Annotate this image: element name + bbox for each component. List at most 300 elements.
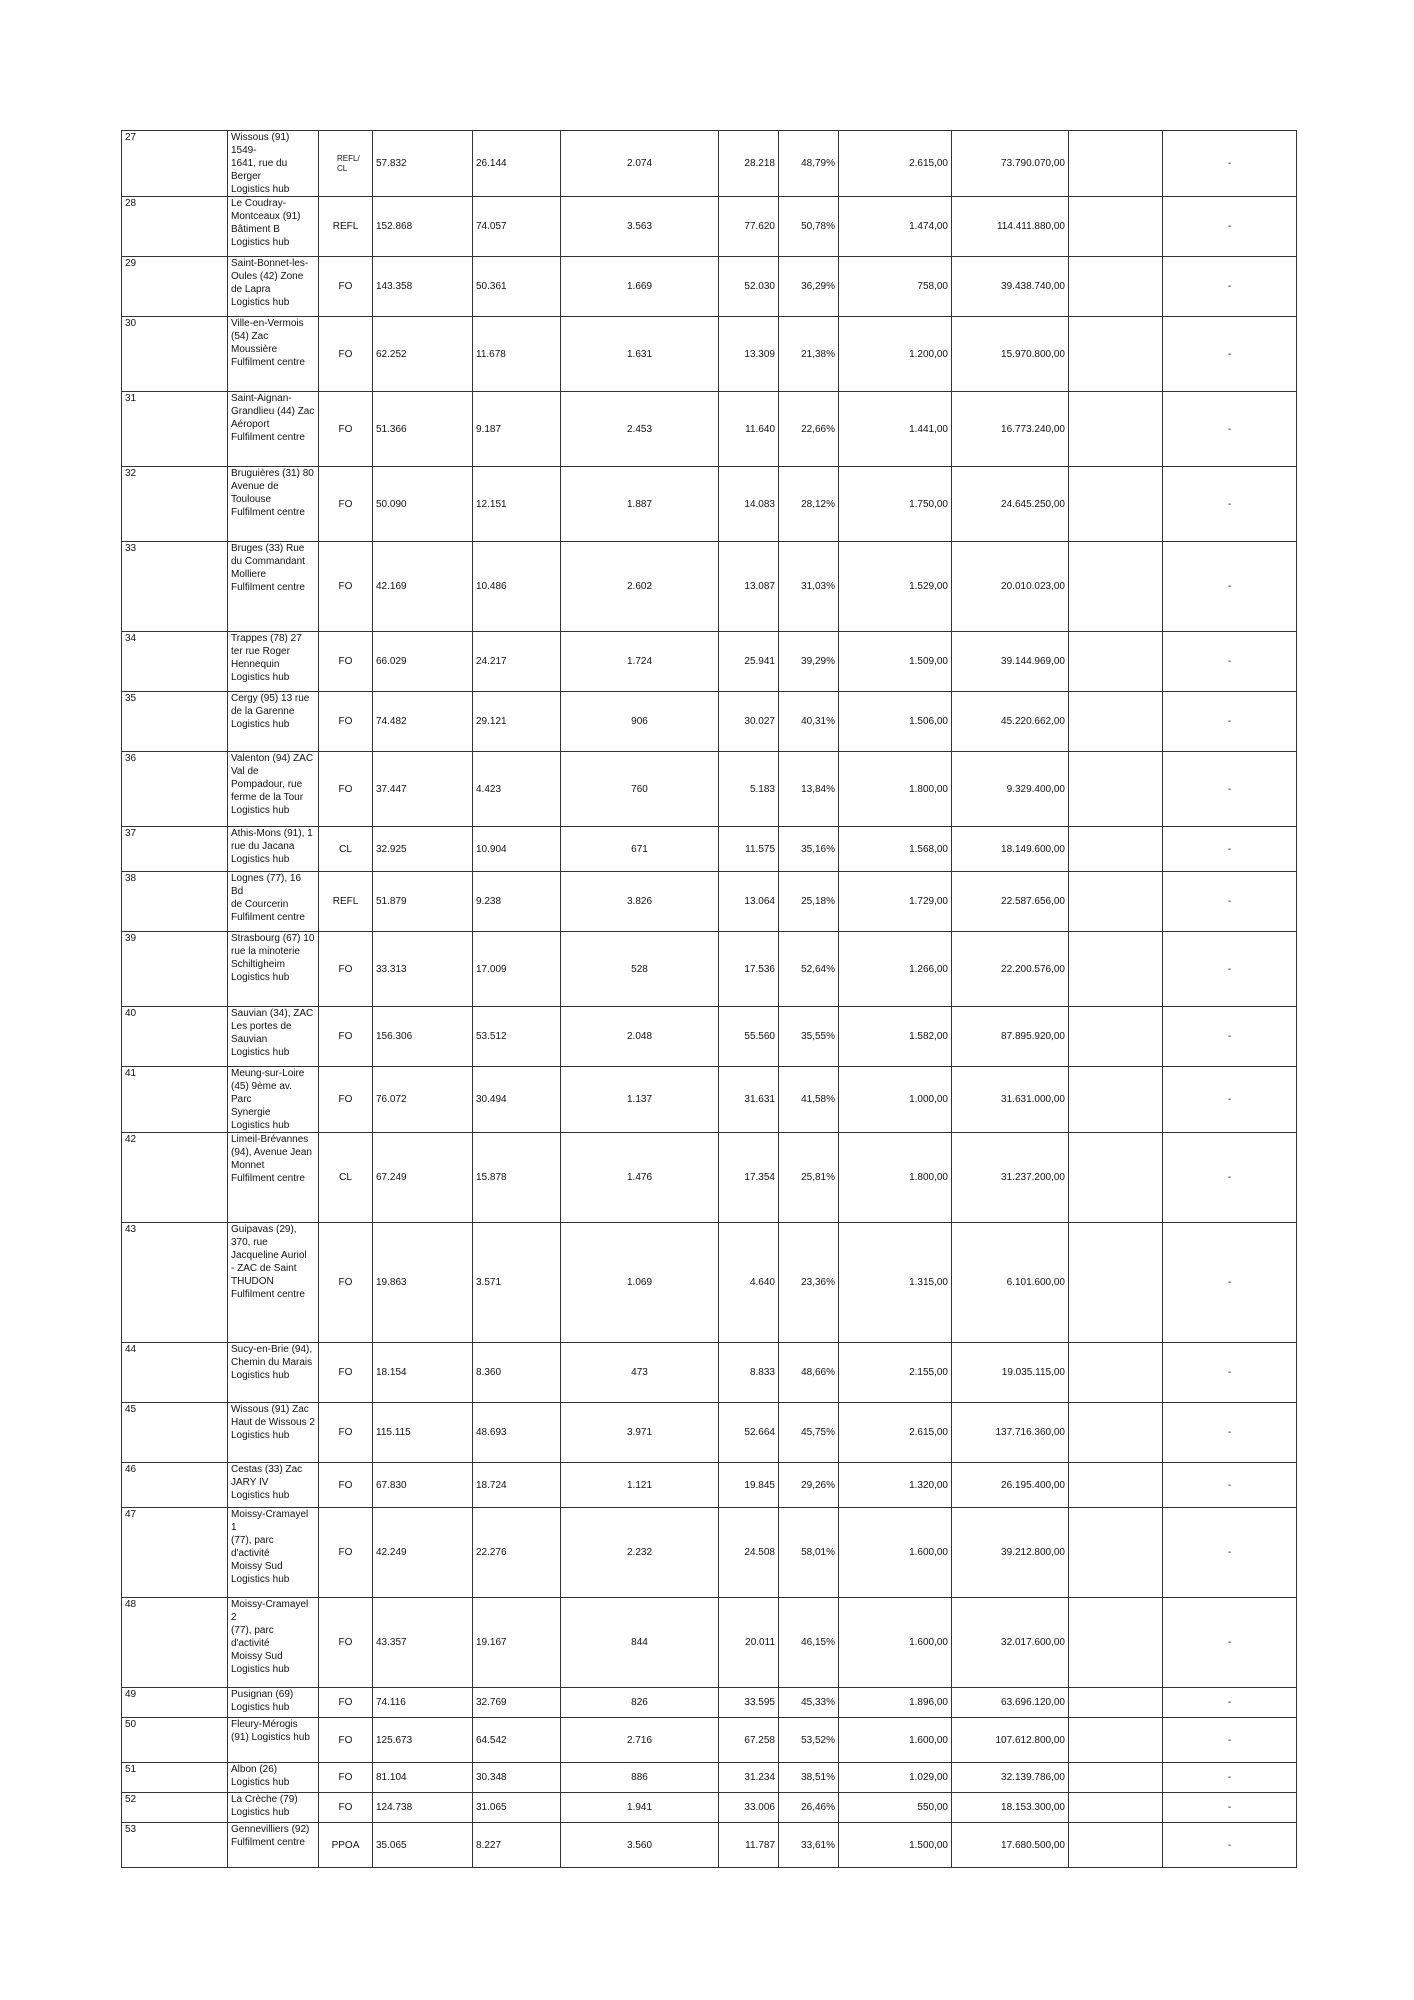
site-address: Wissous (91) 1549- 1641, rue du Berger Logistics hub <box>228 131 319 197</box>
dash-cell: - <box>1163 317 1297 392</box>
value-d: 28.218 <box>719 131 779 197</box>
value-a: 74.116 <box>373 1688 473 1718</box>
table-row <box>122 467 1297 542</box>
value-d: 14.083 <box>719 467 779 542</box>
total-value: 137.716.360,00 <box>952 1403 1069 1463</box>
site-type: FO <box>319 1688 373 1718</box>
row-number: 39 <box>122 932 228 1007</box>
dash-cell: - <box>1163 1793 1297 1823</box>
unit-price: 1.029,00 <box>839 1763 952 1793</box>
total-value: 18.153.300,00 <box>952 1793 1069 1823</box>
dash-cell: - <box>1163 1007 1297 1067</box>
row-number: 36 <box>122 752 228 827</box>
row-number: 28 <box>122 197 228 257</box>
dash-cell: - <box>1163 1463 1297 1508</box>
value-a: 156.306 <box>373 1007 473 1067</box>
value-c: 2.602 <box>561 542 719 632</box>
total-value: 31.237.200,00 <box>952 1133 1069 1223</box>
value-a: 32.925 <box>373 827 473 872</box>
row-number: 29 <box>122 257 228 317</box>
value-b: 32.769 <box>473 1688 561 1718</box>
value-d: 13.309 <box>719 317 779 392</box>
total-value: 31.631.000,00 <box>952 1067 1069 1133</box>
value-a: 43.357 <box>373 1598 473 1688</box>
site-address: Sucy-en-Brie (94), Chemin du Marais Logistics hub <box>228 1343 319 1403</box>
unit-price: 1.582,00 <box>839 1007 952 1067</box>
total-value: 22.200.576,00 <box>952 932 1069 1007</box>
site-type: PPOA <box>319 1823 373 1868</box>
site-address: Valenton (94) ZAC Val de Pompadour, rue ferme de la Tour Logistics hub <box>228 752 319 827</box>
value-a: 18.154 <box>373 1343 473 1403</box>
site-type: FO <box>319 1598 373 1688</box>
total-value: 32.139.786,00 <box>952 1763 1069 1793</box>
unit-price: 1.500,00 <box>839 1823 952 1868</box>
blank-cell <box>1069 467 1163 542</box>
dash-cell: - <box>1163 932 1297 1007</box>
unit-price: 1.896,00 <box>839 1688 952 1718</box>
value-d: 31.631 <box>719 1067 779 1133</box>
row-number: 45 <box>122 1403 228 1463</box>
value-b: 9.187 <box>473 392 561 467</box>
site-type: FO <box>319 1763 373 1793</box>
site-type: FO <box>319 752 373 827</box>
site-type: CL <box>319 1133 373 1223</box>
blank-cell <box>1069 827 1163 872</box>
table-row <box>122 1598 1297 1688</box>
value-b: 64.542 <box>473 1718 561 1763</box>
value-d: 20.011 <box>719 1598 779 1688</box>
unit-price: 2.155,00 <box>839 1343 952 1403</box>
table-row <box>122 1403 1297 1463</box>
ratio-percent: 45,75% <box>779 1403 839 1463</box>
site-type: FO <box>319 392 373 467</box>
site-address: Strasbourg (67) 10 rue la minoterie Schiltigheim Logistics hub <box>228 932 319 1007</box>
ratio-percent: 50,78% <box>779 197 839 257</box>
ratio-percent: 45,33% <box>779 1688 839 1718</box>
blank-cell <box>1069 1763 1163 1793</box>
site-type: FO <box>319 1793 373 1823</box>
value-c: 886 <box>561 1763 719 1793</box>
ratio-percent: 35,55% <box>779 1007 839 1067</box>
dash-cell: - <box>1163 1823 1297 1868</box>
value-c: 3.826 <box>561 872 719 932</box>
ratio-percent: 39,29% <box>779 632 839 692</box>
dash-cell: - <box>1163 752 1297 827</box>
blank-cell <box>1069 632 1163 692</box>
total-value: 32.017.600,00 <box>952 1598 1069 1688</box>
value-d: 5.183 <box>719 752 779 827</box>
value-b: 12.151 <box>473 467 561 542</box>
dash-cell: - <box>1163 131 1297 197</box>
row-number: 50 <box>122 1718 228 1763</box>
site-address: Meung-sur-Loire (45) 9ème av. Parc Synergie Logistics hub <box>228 1067 319 1133</box>
unit-price: 1.568,00 <box>839 827 952 872</box>
site-address: Bruguières (31) 80 Avenue de Toulouse Fulfilment centre <box>228 467 319 542</box>
value-c: 671 <box>561 827 719 872</box>
ratio-percent: 58,01% <box>779 1508 839 1598</box>
total-value: 39.212.800,00 <box>952 1508 1069 1598</box>
value-b: 3.571 <box>473 1223 561 1343</box>
table-row <box>122 317 1297 392</box>
site-address: Le Coudray- Montceaux (91) Bâtiment B Logistics hub <box>228 197 319 257</box>
row-number: 41 <box>122 1067 228 1133</box>
blank-cell <box>1069 1508 1163 1598</box>
table-row <box>122 872 1297 932</box>
blank-cell <box>1069 1598 1163 1688</box>
table-row <box>122 692 1297 752</box>
table-row <box>122 1463 1297 1508</box>
blank-cell <box>1069 932 1163 1007</box>
value-b: 50.361 <box>473 257 561 317</box>
table-row <box>122 827 1297 872</box>
value-c: 2.232 <box>561 1508 719 1598</box>
site-address: Bruges (33) Rue du Commandant Molliere Fulfilment centre <box>228 542 319 632</box>
value-a: 35.065 <box>373 1823 473 1868</box>
value-c: 760 <box>561 752 719 827</box>
value-c: 826 <box>561 1688 719 1718</box>
dash-cell: - <box>1163 632 1297 692</box>
table-row <box>122 1763 1297 1793</box>
blank-cell <box>1069 872 1163 932</box>
value-c: 3.971 <box>561 1403 719 1463</box>
value-c: 1.631 <box>561 317 719 392</box>
blank-cell <box>1069 1223 1163 1343</box>
value-b: 8.227 <box>473 1823 561 1868</box>
value-c: 2.074 <box>561 131 719 197</box>
total-value: 39.144.969,00 <box>952 632 1069 692</box>
table-row <box>122 752 1297 827</box>
dash-cell: - <box>1163 1598 1297 1688</box>
ratio-percent: 46,15% <box>779 1598 839 1688</box>
unit-price: 1.600,00 <box>839 1718 952 1763</box>
value-c: 1.137 <box>561 1067 719 1133</box>
table-row <box>122 1823 1297 1868</box>
ratio-percent: 13,84% <box>779 752 839 827</box>
dash-cell: - <box>1163 1688 1297 1718</box>
value-d: 33.595 <box>719 1688 779 1718</box>
value-d: 13.087 <box>719 542 779 632</box>
value-c: 1.121 <box>561 1463 719 1508</box>
value-b: 9.238 <box>473 872 561 932</box>
blank-cell <box>1069 1793 1163 1823</box>
ratio-percent: 21,38% <box>779 317 839 392</box>
value-b: 29.121 <box>473 692 561 752</box>
unit-price: 1.750,00 <box>839 467 952 542</box>
total-value: 114.411.880,00 <box>952 197 1069 257</box>
total-value: 73.790.070,00 <box>952 131 1069 197</box>
table-row <box>122 1067 1297 1133</box>
ratio-percent: 26,46% <box>779 1793 839 1823</box>
ratio-percent: 53,52% <box>779 1718 839 1763</box>
value-a: 33.313 <box>373 932 473 1007</box>
unit-price: 1.729,00 <box>839 872 952 932</box>
site-type: FO <box>319 1343 373 1403</box>
row-number: 33 <box>122 542 228 632</box>
ratio-percent: 38,51% <box>779 1763 839 1793</box>
value-b: 31.065 <box>473 1793 561 1823</box>
row-number: 35 <box>122 692 228 752</box>
site-type: FO <box>319 1718 373 1763</box>
row-number: 43 <box>122 1223 228 1343</box>
total-value: 39.438.740,00 <box>952 257 1069 317</box>
blank-cell <box>1069 1007 1163 1067</box>
site-type: FO <box>319 542 373 632</box>
total-value: 63.696.120,00 <box>952 1688 1069 1718</box>
site-address: Limeil-Brévannes (94), Avenue Jean Monnet Fulfilment centre <box>228 1133 319 1223</box>
value-d: 13.064 <box>719 872 779 932</box>
value-c: 473 <box>561 1343 719 1403</box>
ratio-percent: 52,64% <box>779 932 839 1007</box>
value-a: 51.366 <box>373 392 473 467</box>
value-d: 8.833 <box>719 1343 779 1403</box>
unit-price: 1.509,00 <box>839 632 952 692</box>
value-a: 76.072 <box>373 1067 473 1133</box>
table-row <box>122 1718 1297 1763</box>
blank-cell <box>1069 692 1163 752</box>
total-value: 18.149.600,00 <box>952 827 1069 872</box>
table-row <box>122 932 1297 1007</box>
site-address: Saint-Aignan- Grandlieu (44) Zac Aéroport Fulfilment centre <box>228 392 319 467</box>
site-type: FO <box>319 932 373 1007</box>
value-c: 2.453 <box>561 392 719 467</box>
total-value: 20.010.023,00 <box>952 542 1069 632</box>
dash-cell: - <box>1163 1508 1297 1598</box>
unit-price: 758,00 <box>839 257 952 317</box>
site-type: FO <box>319 1067 373 1133</box>
unit-price: 2.615,00 <box>839 131 952 197</box>
site-type: FO <box>319 1403 373 1463</box>
site-address: Cergy (95) 13 rue de la Garenne Logistics hub <box>228 692 319 752</box>
value-a: 42.169 <box>373 542 473 632</box>
value-a: 125.673 <box>373 1718 473 1763</box>
value-b: 11.678 <box>473 317 561 392</box>
blank-cell <box>1069 392 1163 467</box>
site-address: Cestas (33) Zac JARY IV Logistics hub <box>228 1463 319 1508</box>
ratio-percent: 36,29% <box>779 257 839 317</box>
site-type: FO <box>319 632 373 692</box>
value-a: 115.115 <box>373 1403 473 1463</box>
dash-cell: - <box>1163 542 1297 632</box>
row-number: 47 <box>122 1508 228 1598</box>
ratio-percent: 29,26% <box>779 1463 839 1508</box>
value-d: 11.640 <box>719 392 779 467</box>
table-row <box>122 1688 1297 1718</box>
unit-price: 1.200,00 <box>839 317 952 392</box>
table-row <box>122 632 1297 692</box>
unit-price: 1.600,00 <box>839 1508 952 1598</box>
value-b: 30.494 <box>473 1067 561 1133</box>
unit-price: 1.320,00 <box>839 1463 952 1508</box>
table-row <box>122 542 1297 632</box>
site-address: Saint-Bonnet-les- Oules (42) Zone de Lapra Logistics hub <box>228 257 319 317</box>
site-address: Moissy-Cramayel 2 (77), parc d'activité Moissy Sud Logistics hub <box>228 1598 319 1688</box>
table-row <box>122 1007 1297 1067</box>
row-number: 40 <box>122 1007 228 1067</box>
value-d: 17.354 <box>719 1133 779 1223</box>
ratio-percent: 25,81% <box>779 1133 839 1223</box>
value-a: 74.482 <box>373 692 473 752</box>
value-a: 51.879 <box>373 872 473 932</box>
value-c: 528 <box>561 932 719 1007</box>
value-a: 67.249 <box>373 1133 473 1223</box>
value-d: 52.664 <box>719 1403 779 1463</box>
ratio-percent: 23,36% <box>779 1223 839 1343</box>
unit-price: 1.315,00 <box>839 1223 952 1343</box>
value-d: 67.258 <box>719 1718 779 1763</box>
ratio-percent: 31,03% <box>779 542 839 632</box>
row-number: 42 <box>122 1133 228 1223</box>
row-number: 27 <box>122 131 228 197</box>
site-address: Albon (26) Logistics hub <box>228 1763 319 1793</box>
site-address: Trappes (78) 27 ter rue Roger Hennequin Logistics hub <box>228 632 319 692</box>
row-number: 34 <box>122 632 228 692</box>
dash-cell: - <box>1163 1067 1297 1133</box>
unit-price: 1.506,00 <box>839 692 952 752</box>
total-value: 22.587.656,00 <box>952 872 1069 932</box>
properties-table <box>121 130 1297 1868</box>
value-c: 1.069 <box>561 1223 719 1343</box>
value-c: 1.941 <box>561 1793 719 1823</box>
site-address: Athis-Mons (91), 1 rue du Jacana Logistics hub <box>228 827 319 872</box>
site-address: Lognes (77), 16 Bd de Courcerin Fulfilment centre <box>228 872 319 932</box>
value-c: 3.560 <box>561 1823 719 1868</box>
blank-cell <box>1069 1343 1163 1403</box>
value-b: 53.512 <box>473 1007 561 1067</box>
unit-price: 1.441,00 <box>839 392 952 467</box>
value-d: 30.027 <box>719 692 779 752</box>
total-value: 87.895.920,00 <box>952 1007 1069 1067</box>
site-type: REFL/ CL <box>319 131 373 197</box>
value-c: 2.048 <box>561 1007 719 1067</box>
value-c: 1.669 <box>561 257 719 317</box>
ratio-percent: 41,58% <box>779 1067 839 1133</box>
blank-cell <box>1069 1403 1163 1463</box>
value-b: 19.167 <box>473 1598 561 1688</box>
row-number: 51 <box>122 1763 228 1793</box>
blank-cell <box>1069 131 1163 197</box>
value-b: 4.423 <box>473 752 561 827</box>
blank-cell <box>1069 542 1163 632</box>
table-row <box>122 1133 1297 1223</box>
value-a: 66.029 <box>373 632 473 692</box>
value-a: 50.090 <box>373 467 473 542</box>
blank-cell <box>1069 1823 1163 1868</box>
value-b: 15.878 <box>473 1133 561 1223</box>
site-address: Ville-en-Vermois (54) Zac Moussière Fulfilment centre <box>228 317 319 392</box>
table-row <box>122 131 1297 197</box>
ratio-percent: 22,66% <box>779 392 839 467</box>
total-value: 16.773.240,00 <box>952 392 1069 467</box>
value-c: 844 <box>561 1598 719 1688</box>
row-number: 37 <box>122 827 228 872</box>
dash-cell: - <box>1163 1403 1297 1463</box>
value-a: 37.447 <box>373 752 473 827</box>
unit-price: 1.529,00 <box>839 542 952 632</box>
value-a: 19.863 <box>373 1223 473 1343</box>
value-d: 52.030 <box>719 257 779 317</box>
dash-cell: - <box>1163 1223 1297 1343</box>
site-type: FO <box>319 692 373 752</box>
value-b: 8.360 <box>473 1343 561 1403</box>
total-value: 24.645.250,00 <box>952 467 1069 542</box>
total-value: 15.970.800,00 <box>952 317 1069 392</box>
value-b: 22.276 <box>473 1508 561 1598</box>
value-a: 62.252 <box>373 317 473 392</box>
site-address: Gennevilliers (92) Fulfilment centre <box>228 1823 319 1868</box>
unit-price: 550,00 <box>839 1793 952 1823</box>
row-number: 31 <box>122 392 228 467</box>
unit-price: 1.800,00 <box>839 1133 952 1223</box>
value-b: 48.693 <box>473 1403 561 1463</box>
dash-cell: - <box>1163 1763 1297 1793</box>
ratio-percent: 25,18% <box>779 872 839 932</box>
value-d: 11.575 <box>719 827 779 872</box>
row-number: 48 <box>122 1598 228 1688</box>
total-value: 6.101.600,00 <box>952 1223 1069 1343</box>
value-a: 124.738 <box>373 1793 473 1823</box>
table-row <box>122 197 1297 257</box>
blank-cell <box>1069 257 1163 317</box>
unit-price: 1.000,00 <box>839 1067 952 1133</box>
row-number: 49 <box>122 1688 228 1718</box>
dash-cell: - <box>1163 1133 1297 1223</box>
value-d: 19.845 <box>719 1463 779 1508</box>
value-b: 30.348 <box>473 1763 561 1793</box>
value-c: 906 <box>561 692 719 752</box>
value-d: 25.941 <box>719 632 779 692</box>
value-c: 3.563 <box>561 197 719 257</box>
site-type: REFL <box>319 872 373 932</box>
value-a: 42.249 <box>373 1508 473 1598</box>
row-number: 38 <box>122 872 228 932</box>
total-value: 17.680.500,00 <box>952 1823 1069 1868</box>
value-d: 4.640 <box>719 1223 779 1343</box>
value-d: 55.560 <box>719 1007 779 1067</box>
total-value: 9.329.400,00 <box>952 752 1069 827</box>
site-type: CL <box>319 827 373 872</box>
blank-cell <box>1069 1067 1163 1133</box>
site-type: FO <box>319 317 373 392</box>
table-row <box>122 1508 1297 1598</box>
table-row <box>122 1223 1297 1343</box>
blank-cell <box>1069 1463 1163 1508</box>
value-c: 1.887 <box>561 467 719 542</box>
value-b: 18.724 <box>473 1463 561 1508</box>
blank-cell <box>1069 1718 1163 1763</box>
site-type: FO <box>319 467 373 542</box>
row-number: 30 <box>122 317 228 392</box>
value-b: 26.144 <box>473 131 561 197</box>
value-a: 81.104 <box>373 1763 473 1793</box>
table-row <box>122 257 1297 317</box>
value-c: 1.476 <box>561 1133 719 1223</box>
row-number: 46 <box>122 1463 228 1508</box>
unit-price: 1.474,00 <box>839 197 952 257</box>
site-address: Wissous (91) Zac Haut de Wissous 2 Logistics hub <box>228 1403 319 1463</box>
value-d: 17.536 <box>719 932 779 1007</box>
site-type: FO <box>319 1223 373 1343</box>
dash-cell: - <box>1163 257 1297 317</box>
ratio-percent: 40,31% <box>779 692 839 752</box>
row-number: 52 <box>122 1793 228 1823</box>
blank-cell <box>1069 1133 1163 1223</box>
value-a: 67.830 <box>373 1463 473 1508</box>
total-value: 19.035.115,00 <box>952 1343 1069 1403</box>
dash-cell: - <box>1163 1718 1297 1763</box>
value-b: 17.009 <box>473 932 561 1007</box>
dash-cell: - <box>1163 872 1297 932</box>
total-value: 45.220.662,00 <box>952 692 1069 752</box>
